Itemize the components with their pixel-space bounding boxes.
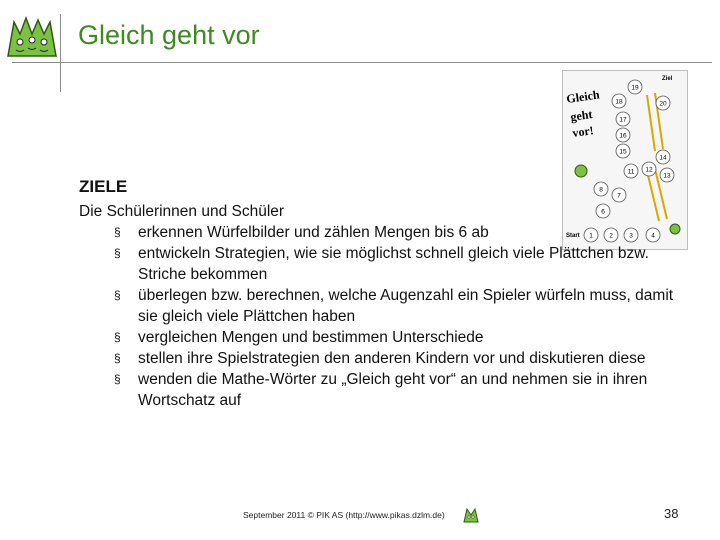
board-title-line-3: vor! bbox=[571, 123, 595, 140]
goals-list bbox=[79, 222, 689, 411]
slide-title: Gleich geht vor bbox=[78, 20, 260, 50]
board-title-line-2: geht bbox=[569, 107, 594, 124]
board-field-number: 20 bbox=[659, 100, 667, 108]
board-field-number: 2 bbox=[609, 232, 613, 240]
intro-text: Die Schülerinnen und Schüler bbox=[79, 203, 285, 220]
board-field-number: 18 bbox=[615, 98, 623, 106]
board-field-number: 8 bbox=[599, 186, 603, 194]
bullet-icon: § bbox=[114, 330, 121, 344]
bullet-icon: § bbox=[114, 246, 121, 260]
section-heading: ZIELE bbox=[79, 177, 128, 196]
content-area bbox=[79, 176, 689, 411]
board-field-number: 16 bbox=[619, 132, 627, 140]
bullet-icon: § bbox=[114, 288, 121, 302]
board-field-number: 13 bbox=[663, 172, 671, 180]
list-item bbox=[79, 348, 689, 369]
board-field-number: 3 bbox=[629, 232, 633, 240]
pikas-logo-icon bbox=[6, 14, 58, 62]
list-item bbox=[79, 285, 689, 327]
list-item-text: entwickeln Strategien, wie sie möglichst schnell gleich viele Plättchen bzw. Striche bekommen bbox=[138, 245, 649, 283]
list-item-text: wenden die Mathe-Wörter zu „Gleich geht vor“ an und nehmen sie in ihren Wortschatz auf bbox=[138, 371, 648, 409]
footer-text: September 2011 © PIK AS (http://www.pikas.dzlm.de) bbox=[243, 510, 445, 520]
board-title-line-1: Gleich bbox=[565, 87, 601, 106]
header-horizontal-line bbox=[12, 62, 712, 63]
list-item-text: vergleichen Mengen und bestimmen Unterschiede bbox=[138, 329, 484, 346]
board-field-number: 7 bbox=[617, 192, 621, 200]
bullet-icon: § bbox=[114, 225, 121, 239]
board-field-number: 15 bbox=[619, 148, 627, 156]
board-start-label: Start bbox=[566, 233, 580, 239]
list-item bbox=[79, 327, 689, 348]
bullet-icon: § bbox=[114, 351, 121, 365]
footer-logo-icon bbox=[462, 506, 480, 524]
board-field-number: 4 bbox=[651, 232, 655, 240]
board-field-number: 19 bbox=[631, 84, 639, 92]
list-item bbox=[79, 243, 689, 285]
board-field-number: 14 bbox=[659, 154, 667, 162]
board-ziel-label: Ziel bbox=[662, 76, 673, 82]
board-field-number: 12 bbox=[645, 166, 653, 174]
list-item-text: überlegen bzw. berechnen, welche Augenzahl ein Spieler würfeln muss, damit sie gleich viele Plättchen haben bbox=[138, 287, 674, 325]
header-vertical-line bbox=[60, 14, 61, 92]
board-field-number: 1 bbox=[589, 232, 593, 240]
board-field-number: 6 bbox=[601, 208, 605, 216]
list-item bbox=[79, 369, 689, 411]
list-item bbox=[79, 222, 689, 243]
board-field-number: 17 bbox=[619, 116, 627, 124]
board-field-number: 11 bbox=[627, 168, 635, 176]
list-item-text: erkennen Würfelbilder und zählen Mengen bis 6 ab bbox=[138, 224, 489, 241]
page-number: 38 bbox=[664, 506, 679, 521]
bullet-icon: § bbox=[114, 372, 121, 386]
list-item-text: stellen ihre Spielstrategien den anderen Kindern vor und diskutieren diese bbox=[138, 350, 646, 367]
